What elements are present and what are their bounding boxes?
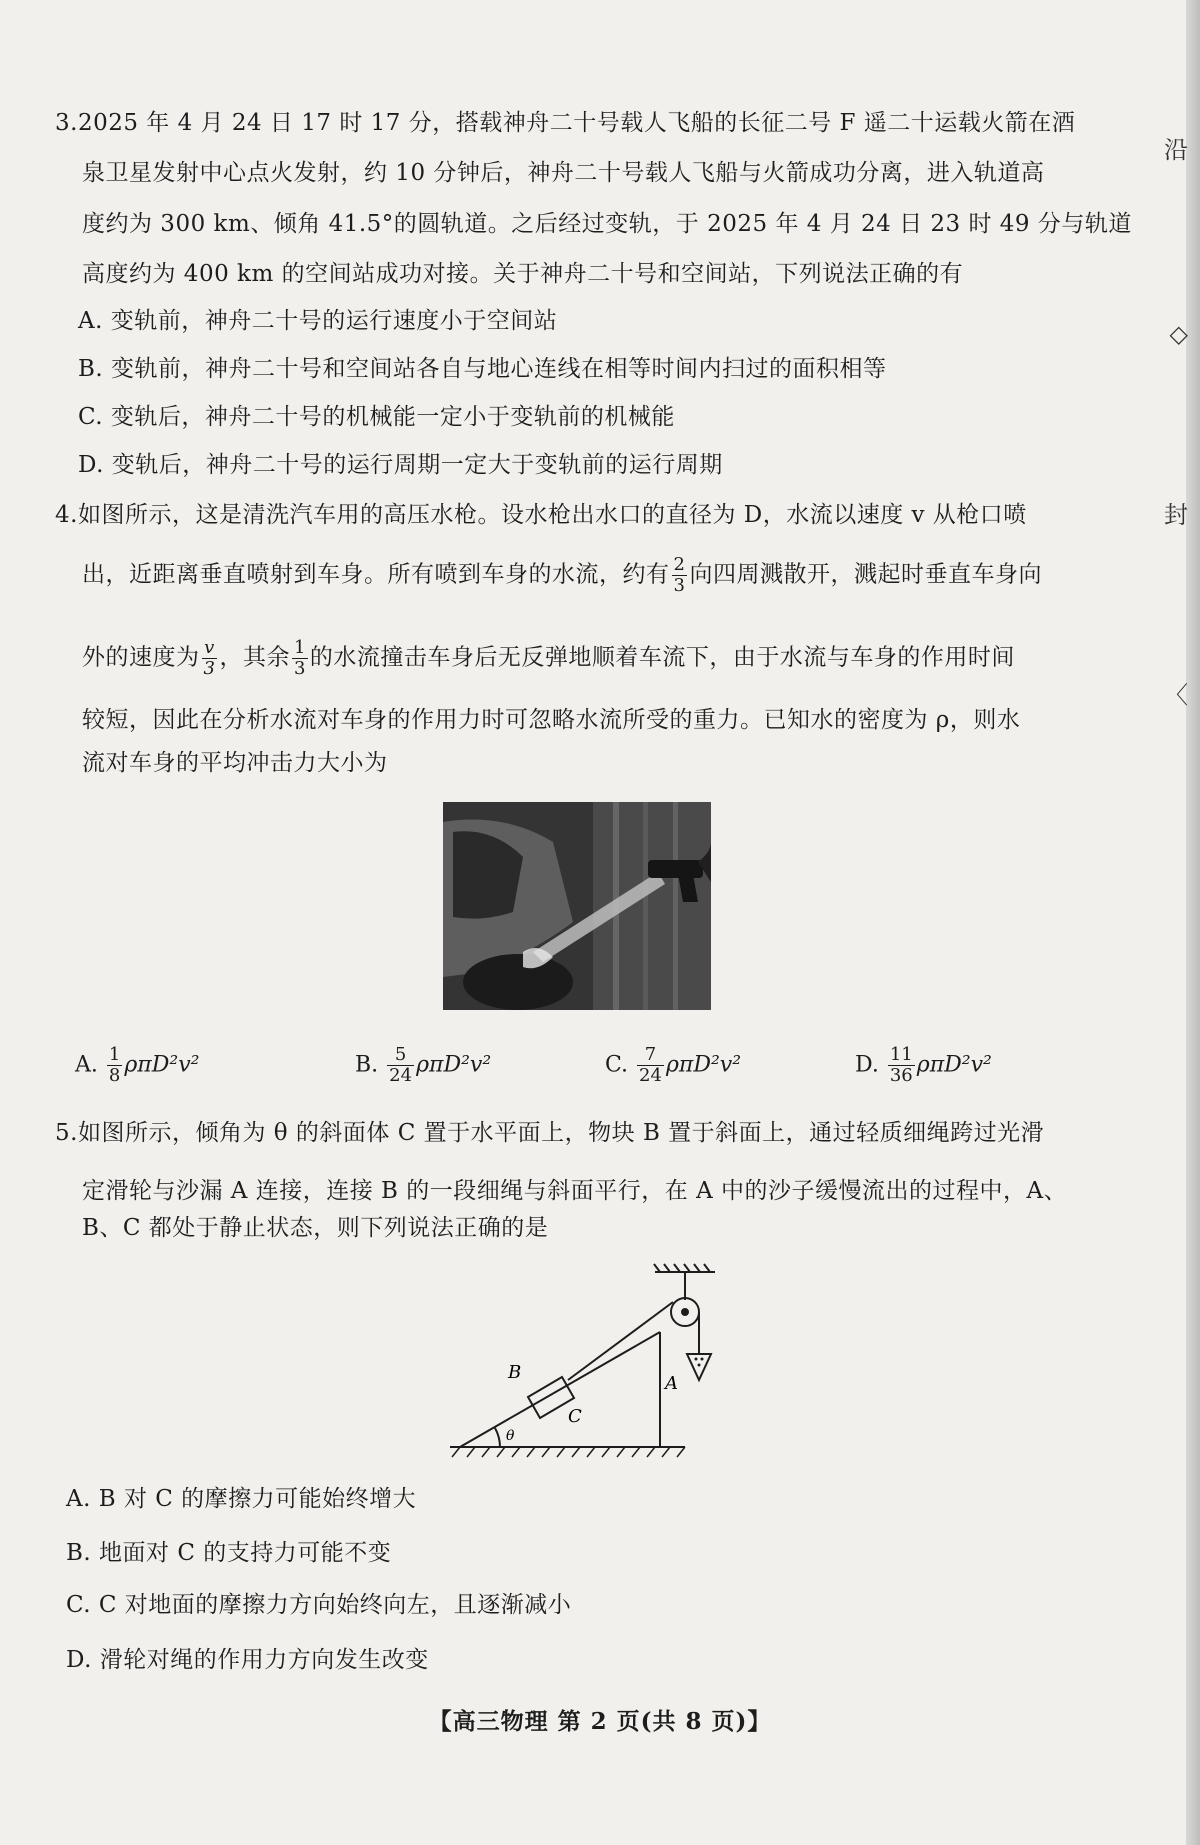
margin-mark-1: 沿 <box>1164 136 1188 164</box>
q4-option-b <box>355 1045 491 1086</box>
option-fraction <box>637 1045 664 1086</box>
option-expression: ρπD²v² <box>665 1052 742 1078</box>
q4-line-5: 流对车身的平均冲击力大小为 <box>82 750 388 776</box>
q4-line-2 <box>82 555 1042 596</box>
fraction-numerator: v <box>202 638 218 659</box>
option-expression: ρπD²v² <box>416 1052 492 1078</box>
q3-line-1: 3.2025 年 4 月 24 日 17 时 17 分，搭载神舟二十号载人飞船的长征二号 F 遥二十运载火箭在酒 <box>55 110 1076 136</box>
q4-line-2-a: 出，近距离垂直喷射到车身。所有喷到车身的水流，约有 <box>82 561 670 588</box>
paper-edge <box>1186 0 1200 1845</box>
q3-option-a: A. 变轨前，神舟二十号的运行速度小于空间站 <box>78 308 558 334</box>
fraction-2-3 <box>672 555 688 596</box>
option-fraction <box>107 1045 122 1086</box>
q3-option-c: C. 变轨后，神舟二十号的机械能一定小于变轨前的机械能 <box>78 404 675 430</box>
fraction-denominator: 3 <box>293 658 306 679</box>
fraction-denominator: 8 <box>108 1065 121 1086</box>
fraction-denominator: 24 <box>639 1065 662 1086</box>
incline-pulley-svg <box>440 1262 770 1462</box>
fraction-denominator: 3 <box>203 658 216 679</box>
q5-option-d: D. 滑轮对绳的作用力方向发生改变 <box>66 1647 429 1673</box>
fraction-numerator: 2 <box>673 554 686 575</box>
fraction-numerator: 5 <box>387 1045 414 1066</box>
fraction-1-3 <box>292 638 308 679</box>
label-theta: θ <box>506 1428 515 1444</box>
q4-options <box>75 1045 1035 1089</box>
label-a: A <box>665 1373 678 1394</box>
fraction-denominator: 36 <box>889 1065 913 1086</box>
page-footer: 【高三物理 第 2 页(共 8 页)】 <box>428 1708 772 1735</box>
q5-option-a: A. B 对 C 的摩擦力可能始终增大 <box>66 1486 417 1512</box>
option-label: B. <box>355 1052 379 1078</box>
option-label: D. <box>855 1052 879 1078</box>
q5-line-1: 5.如图所示，倾角为 θ 的斜面体 C 置于水平面上，物块 B 置于斜面上，通过轻质细绳跨过光滑 <box>55 1120 1045 1146</box>
q5-line-2: 定滑轮与沙漏 A 连接，连接 B 的一段细绳与斜面平行，在 A 中的沙子缓慢流出的过程中，A、 <box>82 1178 1068 1204</box>
fraction-numerator: 1 <box>293 637 306 658</box>
margin-mark-2: ◇ <box>1169 320 1188 348</box>
option-fraction <box>387 1045 414 1086</box>
q5-option-b: B. 地面对 C 的支持力可能不变 <box>66 1540 392 1566</box>
incline-pulley-diagram <box>440 1262 770 1462</box>
option-label: C. <box>605 1052 629 1078</box>
q3-option-d: D. 变轨后，神舟二十号的运行周期一定大于变轨前的运行周期 <box>78 452 723 478</box>
option-expression: ρπD²v² <box>124 1052 200 1078</box>
option-expression: ρπD²v² <box>916 1052 992 1078</box>
q3-line-3: 度约为 300 km、倾角 41.5°的圆轨道。之后经过变轨，于 2025 年 4 月 24 日 23 时 49 分与轨道 <box>82 211 1132 237</box>
q3-line-4: 高度约为 400 km 的空间站成功对接。关于神舟二十号和空间站，下列说法正确的有 <box>82 261 964 287</box>
fraction-numerator: 7 <box>637 1045 664 1066</box>
q4-option-d <box>855 1045 992 1086</box>
option-label: A. <box>75 1052 98 1078</box>
fraction-denominator: 3 <box>673 575 686 596</box>
q5-line-3: B、C 都处于静止状态，则下列说法正确的是 <box>82 1215 549 1241</box>
q4-line-3 <box>82 638 1015 679</box>
q4-line-3-b: ，其余 <box>219 644 290 671</box>
q4-option-a <box>75 1045 199 1086</box>
fraction-denominator: 24 <box>389 1065 413 1086</box>
label-c: C <box>568 1406 582 1427</box>
option-fraction <box>888 1045 915 1086</box>
water-gun-photo-illustration <box>443 802 711 1010</box>
fraction-numerator: 11 <box>889 1044 913 1065</box>
label-b: B <box>508 1362 522 1383</box>
q4-line-2-b: 向四周溅散开，溅起时垂直车身向 <box>689 561 1042 588</box>
q4-line-3-c: 的水流撞击车身后无反弹地顺着车流下，由于水流与车身的作用时间 <box>309 644 1015 671</box>
q4-line-4: 较短，因此在分析水流对车身的作用力时可忽略水流所受的重力。已知水的密度为 ρ，则水 <box>82 707 1021 733</box>
q4-line-1: 4.如图所示，这是清洗汽车用的高压水枪。设水枪出水口的直径为 D，水流以速度 v 从枪口喷 <box>55 502 1027 528</box>
q3-line-2: 泉卫星发射中心点火发射，约 10 分钟后，神舟二十号载人飞船与火箭成功分离，进入轨道高 <box>82 160 1045 186</box>
q3-option-b: B. 变轨前，神舟二十号和空间站各自与地心连线在相等时间内扫过的面积相等 <box>78 356 887 382</box>
q4-line-3-a: 外的速度为 <box>82 644 200 671</box>
margin-mark-3: 封 <box>1164 501 1188 529</box>
fraction-v-3 <box>202 638 218 679</box>
water-gun-photo <box>443 802 711 1010</box>
fraction-numerator: 1 <box>108 1044 121 1065</box>
q4-option-c <box>605 1045 741 1086</box>
q5-option-c: C. C 对地面的摩擦力方向始终向左，且逐渐减小 <box>66 1592 572 1618</box>
margin-mark-4: 〈 <box>1164 681 1188 709</box>
